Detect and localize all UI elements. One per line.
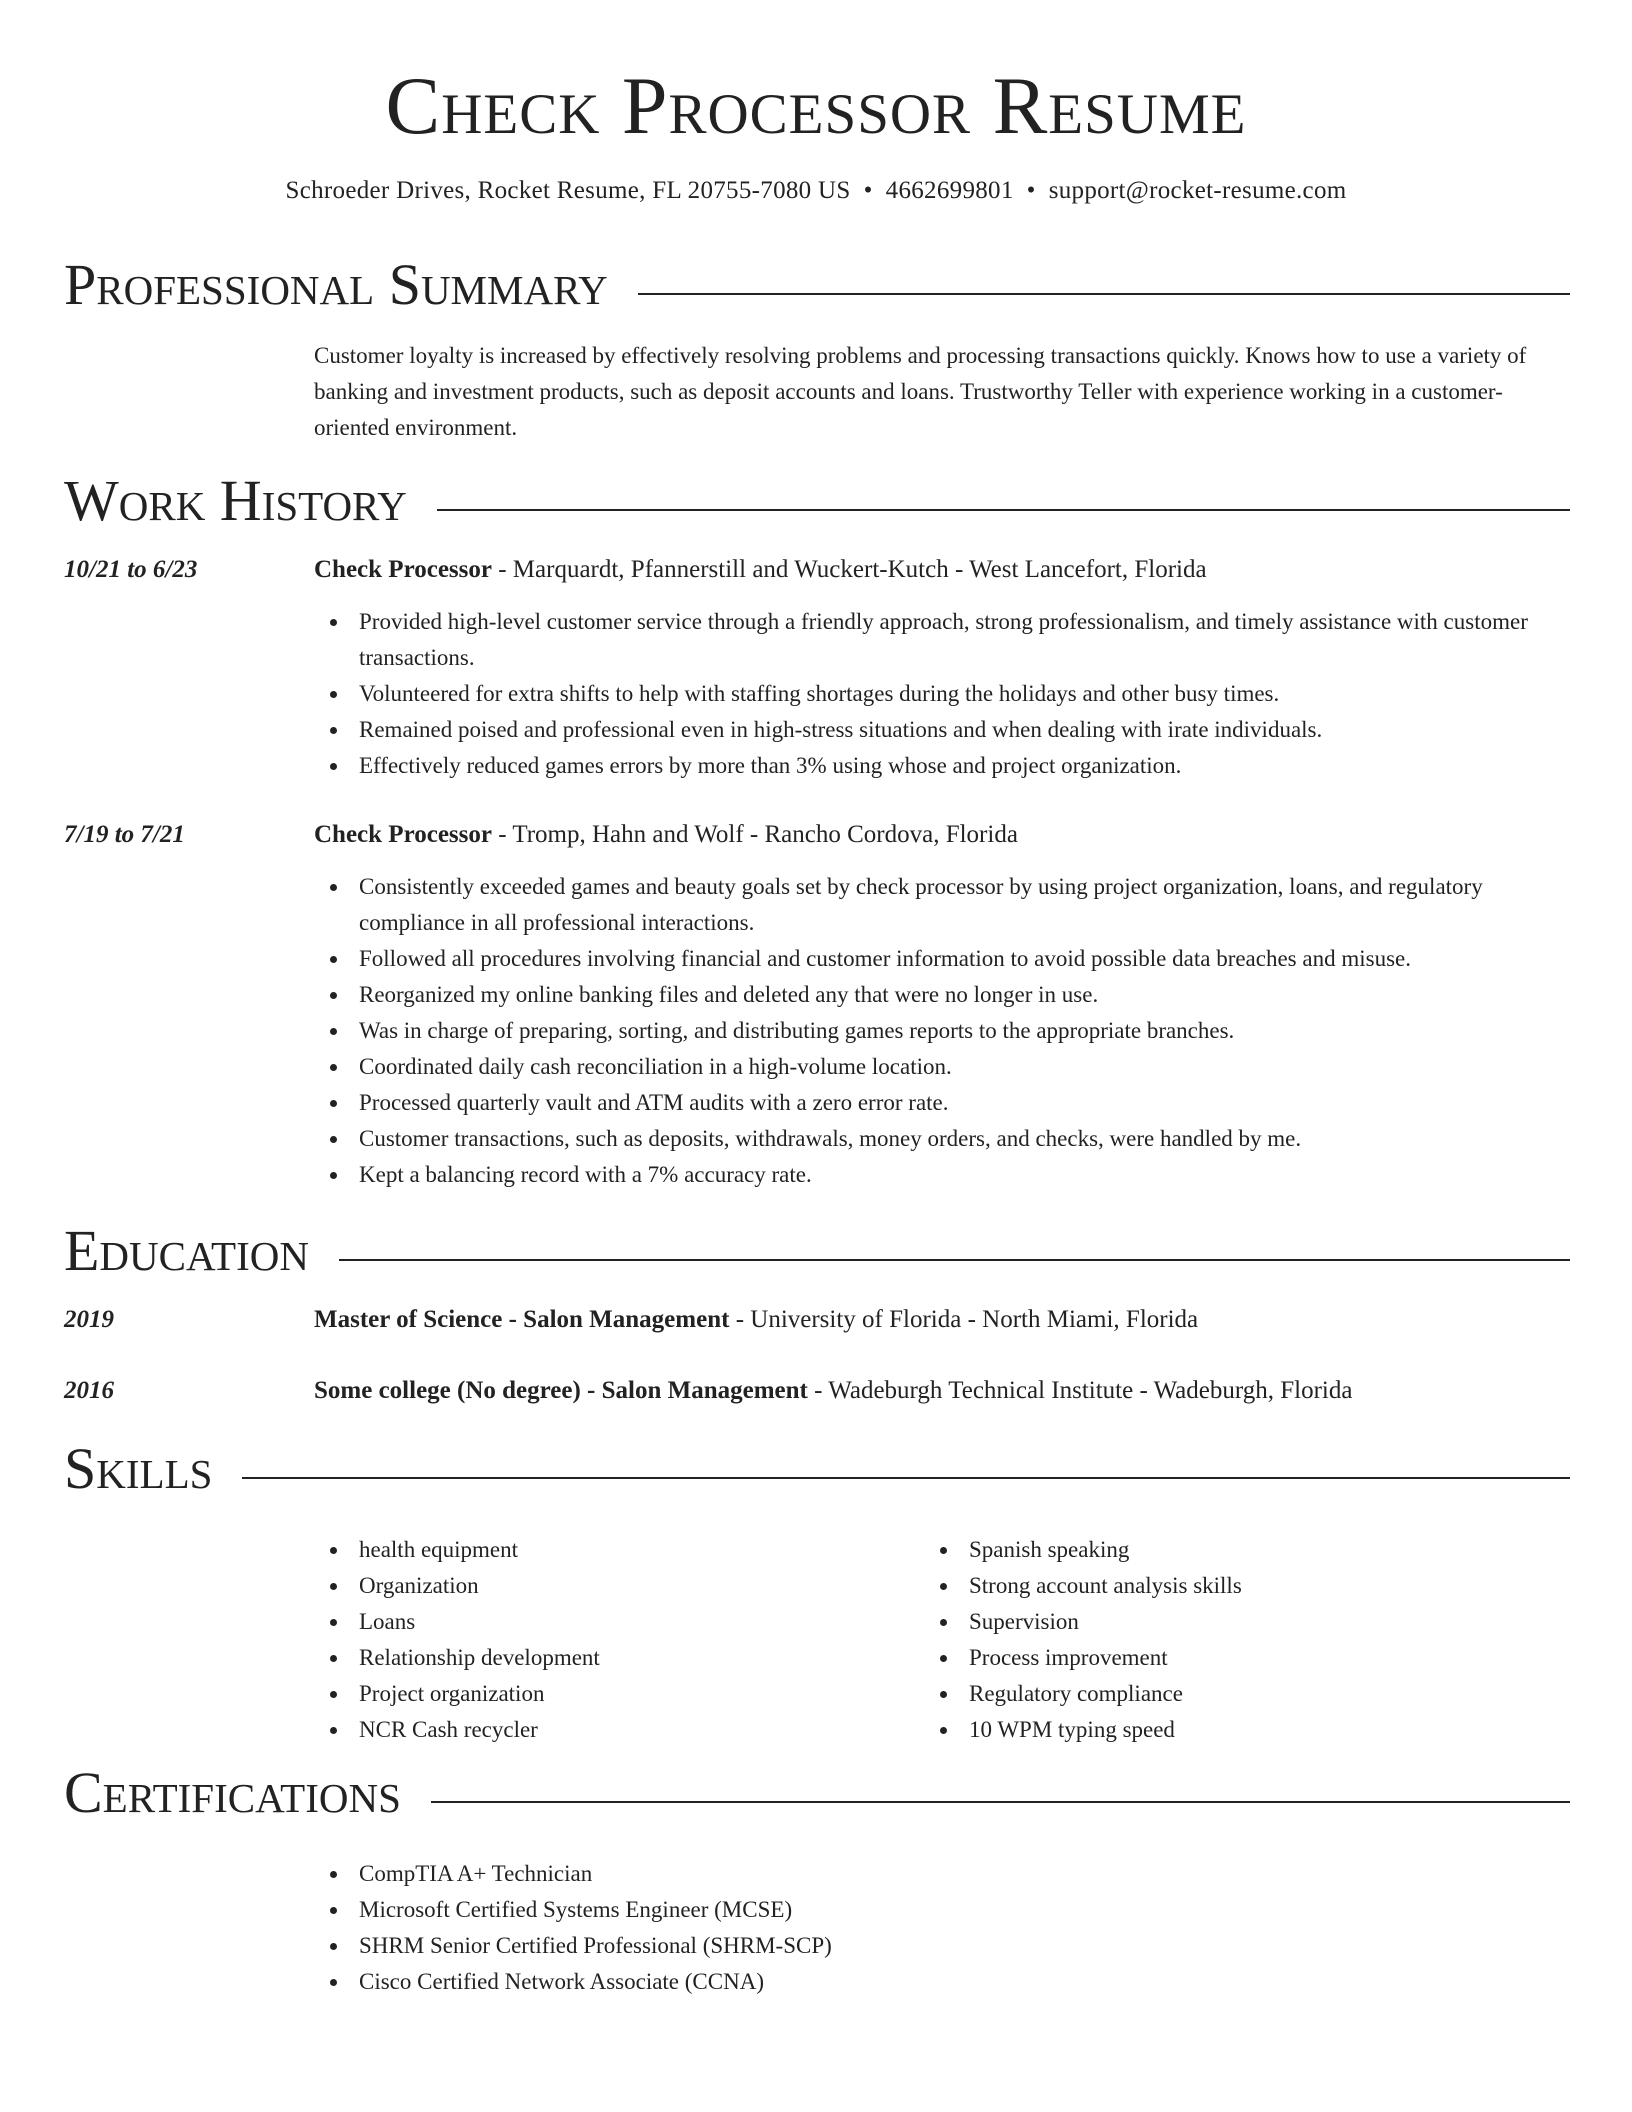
- list-item: Coordinated daily cash reconciliation in a high-volume location.: [314, 1049, 1570, 1085]
- certifications-list: [314, 1856, 1570, 2000]
- section-title-work: Work History: [64, 466, 437, 536]
- job-title: Check Processor: [314, 556, 492, 583]
- section-title-summary: Professional Summary: [64, 250, 638, 320]
- contact-email: support@rocket-resume.com: [1048, 177, 1347, 204]
- section-header-summary: [64, 250, 1570, 320]
- job-dates: 7/19 to 7/21: [64, 821, 185, 848]
- education-year: 2019: [64, 1306, 114, 1333]
- job-heading: [314, 817, 1570, 853]
- skill-item: Regulatory compliance: [924, 1676, 1632, 1712]
- education-school-location: - Wadeburgh Technical Institute - Wadeburgh, Florida: [807, 1377, 1353, 1404]
- section-header-education: [64, 1216, 1570, 1286]
- skill-item: Loans: [314, 1604, 1570, 1640]
- skill-item: Relationship development: [314, 1640, 1570, 1676]
- section-header-work: [64, 466, 1570, 536]
- contact-address: Schroeder Drives, Rocket Resume, FL 20755-7080 US: [285, 177, 851, 204]
- list-item: Volunteered for extra shifts to help with staffing shortages during the holidays and other busy times.: [314, 676, 1570, 712]
- section-header-certifications: [64, 1758, 1570, 1828]
- skill-item: 10 WPM typing speed: [924, 1712, 1632, 1748]
- education-heading: [314, 1373, 1570, 1409]
- education-degree: Some college (No degree) - Salon Management: [314, 1377, 808, 1404]
- skill-item: Supervision: [924, 1604, 1632, 1640]
- list-item: Was in charge of preparing, sorting, and distributing games reports to the appropriate branches.: [314, 1013, 1570, 1049]
- section-title-certifications: Certifications: [64, 1758, 431, 1828]
- job-heading: [314, 552, 1570, 588]
- list-item: Processed quarterly vault and ATM audits with a zero error rate.: [314, 1085, 1570, 1121]
- section-divider: [64, 1477, 1570, 1479]
- contact-phone: 4662699801: [885, 177, 1014, 204]
- resume-title: Check Processor Resume: [385, 60, 1247, 151]
- contact-separator: •: [1026, 177, 1036, 204]
- skill-item: health equipment: [314, 1532, 1570, 1568]
- skill-item: Organization: [314, 1568, 1570, 1604]
- section-title-education: Education: [64, 1216, 339, 1286]
- job-employer-location: - Tromp, Hahn and Wolf - Rancho Cordova, Florida: [491, 821, 1018, 848]
- list-item: Customer transactions, such as deposits, withdrawals, money orders, and checks, were handled by me.: [314, 1121, 1570, 1157]
- list-item: Provided high-level customer service through a friendly approach, strong professionalism, and timely assistance with customer transactions.: [314, 604, 1570, 676]
- job-employer-location: - Marquardt, Pfannerstill and Wuckert-Kutch - West Lancefort, Florida: [491, 556, 1207, 583]
- list-item: Reorganized my online banking files and deleted any that were no longer in use.: [314, 977, 1570, 1013]
- skills-list-right: [924, 1532, 1632, 1748]
- certification-item: Cisco Certified Network Associate (CCNA): [314, 1964, 1570, 2000]
- list-item: Effectively reduced games errors by more than 3% using whose and project organization.: [314, 748, 1570, 784]
- job-title: Check Processor: [314, 821, 492, 848]
- contact-line: [0, 174, 1632, 208]
- education-degree: Master of Science - Salon Management: [314, 1306, 730, 1333]
- contact-separator: •: [863, 177, 873, 204]
- job-bullets: [314, 869, 1570, 1193]
- education-year: 2016: [64, 1377, 114, 1404]
- skill-item: Spanish speaking: [924, 1532, 1632, 1568]
- list-item: Remained poised and professional even in high-stress situations and when dealing with irate individuals.: [314, 712, 1570, 748]
- education-school-location: - University of Florida - North Miami, Florida: [729, 1306, 1199, 1333]
- list-item: Consistently exceeded games and beauty goals set by check processor by using project organization, loans, and regulatory compliance in all professional interactions.: [314, 869, 1570, 941]
- job-bullets: [314, 604, 1570, 784]
- list-item: Followed all procedures involving financial and customer information to avoid possible data breaches and misuse.: [314, 941, 1570, 977]
- skill-item: Strong account analysis skills: [924, 1568, 1632, 1604]
- section-title-skills: Skills: [64, 1434, 242, 1504]
- job-dates: 10/21 to 6/23: [64, 556, 198, 583]
- education-heading: [314, 1302, 1570, 1338]
- certification-item: SHRM Senior Certified Professional (SHRM-SCP): [314, 1928, 1570, 1964]
- list-item: Kept a balancing record with a 7% accuracy rate.: [314, 1157, 1570, 1193]
- skill-item: Project organization: [314, 1676, 1570, 1712]
- skill-item: Process improvement: [924, 1640, 1632, 1676]
- certification-item: Microsoft Certified Systems Engineer (MCSE): [314, 1892, 1570, 1928]
- section-header-skills: [64, 1434, 1570, 1504]
- summary-text: Customer loyalty is increased by effectively resolving problems and processing transactions quickly. Knows how to use a variety of banking and investment products, such as deposit accounts and loans. Trustworthy Teller with experience working in a customer-oriented environment.: [314, 343, 1527, 440]
- certification-item: CompTIA A+ Technician: [314, 1856, 1570, 1892]
- skill-item: NCR Cash recycler: [314, 1712, 1570, 1748]
